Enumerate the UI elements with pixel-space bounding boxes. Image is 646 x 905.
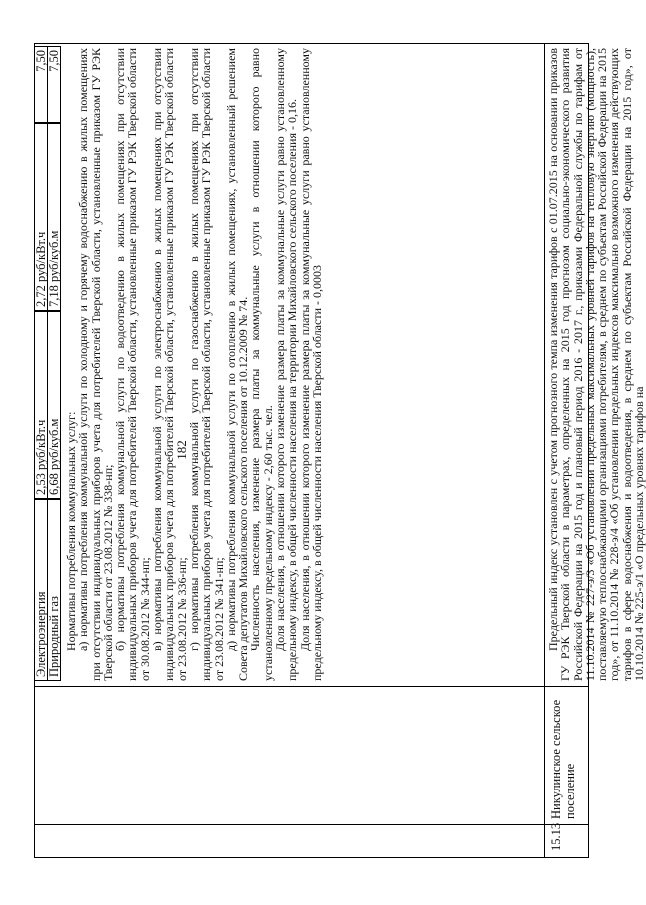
norms-item-a: а) нормативы потребления коммунальной услуги по холодному и горячему водоснабжению в жилых помещениях при отсутствии индивидуальных приборов учета для потребителей Тверской области, установленные приказом ГУ РЭК Тверской области от 23.08.2012 № 338-нп; xyxy=(76,48,115,681)
tariff-name-electricity: Электроэнергия xyxy=(35,499,48,681)
row-settlement-name: Никулинское сельское поселение xyxy=(549,699,577,819)
norms-item-b: б) нормативы потребления коммунальной услуги по водоотведению в жилых помещениях при отсутствии индивидуальных приборов учета для потребителей Тверской области, установленные приказом ГУ РЭК Тверской области от 30.08.2012 № 344-нп; xyxy=(113,48,152,681)
row-text xyxy=(547,48,645,681)
tariff-v1-gas: 6,68 руб/куб.м xyxy=(48,311,61,499)
norms-block xyxy=(65,48,323,681)
page-number: 182 xyxy=(174,440,189,460)
tariff-v1-electricity: 2,53 руб/кВт.ч xyxy=(35,311,48,499)
row-number: 15.13 xyxy=(549,822,563,851)
tariff-v2-gas: 7,18 руб/куб.м xyxy=(48,123,61,311)
population-share-settlement: Доля населения, в отношении которого изменение размера платы за коммунальные услуги равно установленному предельному индексу, в общей численности населения на территории Михайловского сельского поселения - 0,16. xyxy=(273,48,300,681)
population-share-region: Доля населения, в отношении которого изменение размера платы за коммунальные услуги равно установленному предельному индексу, в общей численности населения Тверской области - 0,0003 xyxy=(297,48,324,681)
tariff-v3-electricity: 7,50 xyxy=(35,46,48,123)
tariff-v3-gas: 7,50 xyxy=(48,46,61,123)
norms-item-e: д) нормативы потребления коммунальной услуги по отоплению в жилых помещениях, установленный решением Совета депутатов Михайловского сельского поселения от 10.12.2009 № 74. xyxy=(223,48,251,681)
row-text-paragraph: Предельный индекс установлен с учетом прогнозного темпа изменения тарифов с 01.07.2015 на основании приказов ГУ РЭК Тверской области в параметрах, определенных на 2015 год прогнозом социально-экономического развития Российской Федерации на 2015 год и плановый период 2016 - 2017 г., приказами Федеральной службы по тарифам от 11.10.2014 № 227-э/3 «Об установлении предельных максимальных уровней тарифов на тепловую энергию (мощность), поставляемую теплоснабжающими организациями потребителям, в среднем по субъектам Российской Федерации на 2015 год», от 11.10.2014 № 228-э/4 «Об установлении предельных индексов максимально возможного изменения действующих тарифов в сфере водоснабжения и водоотведения, в среднем по субъектам Российской Федерации на 2015 год», от 10.10.2014 № 225-э/1 «О предельных уровнях тарифов на xyxy=(546,48,646,681)
norms-heading: Нормативы потребления коммунальных услуг: xyxy=(64,411,78,651)
row-border xyxy=(544,44,545,857)
population-count: Численность населения, изменение размера платы за коммунальные услуги в отношении которого равно установленному предельному индексу - 2,60 тыс. чел. xyxy=(248,48,275,681)
norms-item-c: в) нормативы потребления коммунальной услуги по электроснабжению в жилых помещениях при отсутствии индивидуальных приборов учета для потребителей Тверской области, установленные приказом ГУ РЭК Тверской области от 23.08.2012 № 336-нп; xyxy=(150,48,189,681)
col-border-number xyxy=(35,824,588,825)
norms-item-d: г) нормативы потребления коммунальной услуги по газоснабжению в жилых помещениях при отсутствии индивидуальных приборов учета для потребителей Тверской области, установленные приказом ГУ РЭК Тверской области от 23.08.2012 № 341-нп; xyxy=(186,48,226,681)
tariff-v2-electricity: 2,72 руб/кВт.ч xyxy=(35,123,48,311)
document-table xyxy=(34,43,646,858)
col-border-name xyxy=(35,686,588,687)
tariff-name-gas: Природный газ xyxy=(48,499,61,681)
